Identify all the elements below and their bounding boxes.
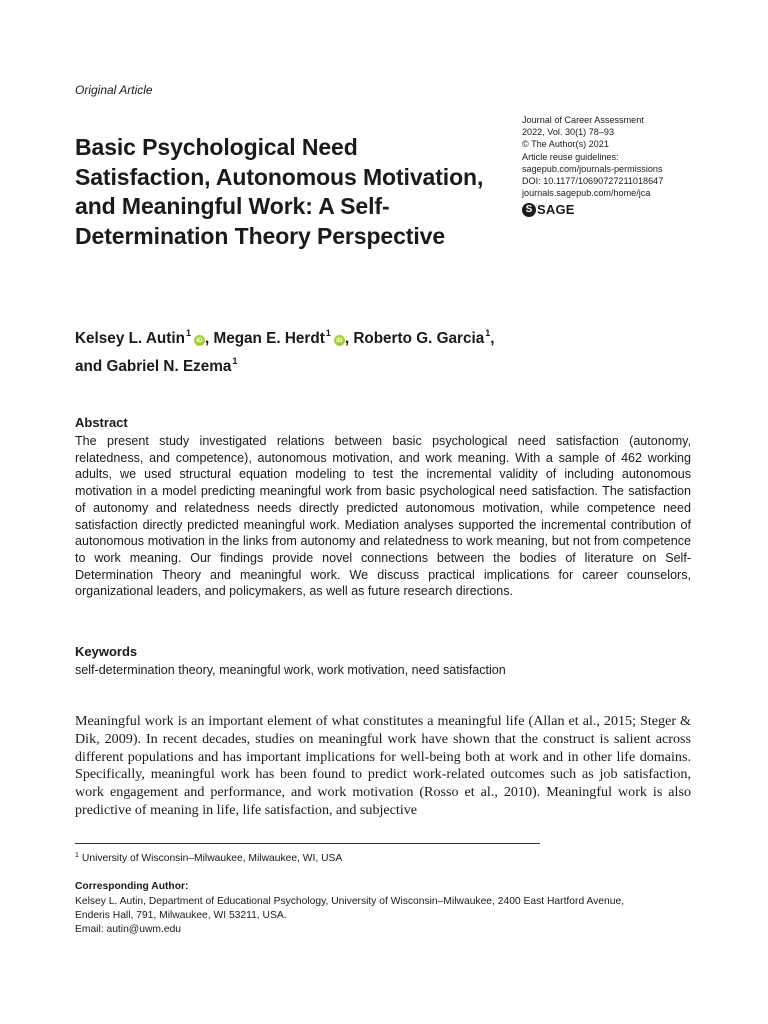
keywords-heading: Keywords: [75, 644, 138, 659]
journal-info: [522, 114, 663, 199]
corresponding-author-heading: Corresponding Author:: [75, 881, 189, 892]
keywords-text: self-determination theory, meaningful work, work motivation, need satisfaction: [75, 663, 506, 677]
doi[interactable]: DOI: 10.1177/10690727211018647: [522, 176, 664, 187]
affiliation-footnote: [75, 852, 342, 864]
corresponding-address-line: Kelsey L. Autin, Department of Educational Psychology, University of Wisconsin–Milwaukee, 2400 East Hartford Avenue,: [75, 896, 625, 907]
author-herdt: Megan E. Herdt$^1$iD ,: [213, 328, 354, 347]
affiliation-text: University of Wisconsin–Milwaukee, Milwaukee, WI, USA: [81, 853, 343, 864]
article-title: Basic Psychological Need Satisfaction, Autonomous Motivation, and Meaningful Work: A Self-Determination Theory Perspective: [75, 134, 484, 249]
orcid-icon[interactable]: iD: [334, 335, 345, 346]
footnote-marker: 1: [75, 852, 79, 859]
sage-logo-icon: S: [522, 203, 536, 217]
corresponding-email[interactable]: Email: autin@uwm.edu: [75, 923, 182, 935]
affiliation-marker: 1: [185, 328, 191, 338]
author-ezema: and Gabriel N. Ezema$^1$: [75, 356, 238, 375]
author-autin: Kelsey L. Autin$^1$iD ,: [75, 328, 214, 347]
article-type: Original Article: [75, 83, 153, 97]
author-list: [75, 322, 695, 378]
author-garcia: Roberto G. Garcia$^1$,: [353, 328, 495, 347]
abstract-text: The present study investigated relations between basic psychological need satisfaction (autonomy, relatedness, and competence), autonomous motivation, and work meaning. With a sample of 462 working adults, we used structural equation modeling to test the incremental validity of including autonomous motivation in a model predicting meaningful work from basic psychological need satisfaction. The satisfaction of autonomy and relatedness needs directly predicted autonomous motivation, while competence need satisfaction directly predicted meaningful work. Mediation analyses supported the incremental contribution of autonomous motivation in the links from autonomy and relatedness to work meaning, but not from competence to work meaning. Our findings provide novel connections between the bodies of literature on Self-Determination Theory and meaningful work. We discuss practical implications for career counselors, organizational leaders, and policymakers, as well as future research directions.: [75, 434, 691, 599]
journal-name: Journal of Career Assessment: [522, 115, 644, 125]
abstract-heading: Abstract: [75, 415, 128, 430]
corresponding-author-details: [75, 895, 695, 936]
sage-logo-text: SAGE: [537, 202, 575, 217]
permissions-link[interactable]: sagepub.com/journals-permissions: [522, 163, 663, 174]
sage-logo: [522, 202, 575, 217]
footnote-divider: [75, 843, 540, 844]
affiliation-marker: 1: [485, 328, 491, 338]
journal-volume: 2022, Vol. 30(1) 78–93: [522, 127, 615, 138]
copyright: © The Author(s) 2021: [522, 139, 609, 150]
orcid-icon[interactable]: iD: [194, 335, 205, 346]
reuse-guidelines-label: Article reuse guidelines:: [522, 151, 619, 162]
journal-homepage-link[interactable]: journals.sagepub.com/home/jca: [522, 188, 651, 199]
affiliation-marker: 1: [325, 328, 331, 338]
corresponding-address-line: Enderis Hall, 791, Milwaukee, WI 53211, USA.: [75, 909, 287, 921]
affiliation-marker: 1: [232, 356, 238, 366]
body-paragraph: Meaningful work is an important element of what constitutes a meaningful life (Allan et al., 2015; Steger & Dik, 2009). In recent decades, studies on meaningful work have shown that the construct is salient across different populations and has important implications for well-being both at work and in other life domains. Specifically, meaningful work has been found to predict work-related outcomes such as job satisfaction, work engagement and performance, and work motivation (Rosso et al., 2010). Meaningful work is also predictive of meaning in life, life satisfaction, and subjective: [75, 713, 691, 818]
